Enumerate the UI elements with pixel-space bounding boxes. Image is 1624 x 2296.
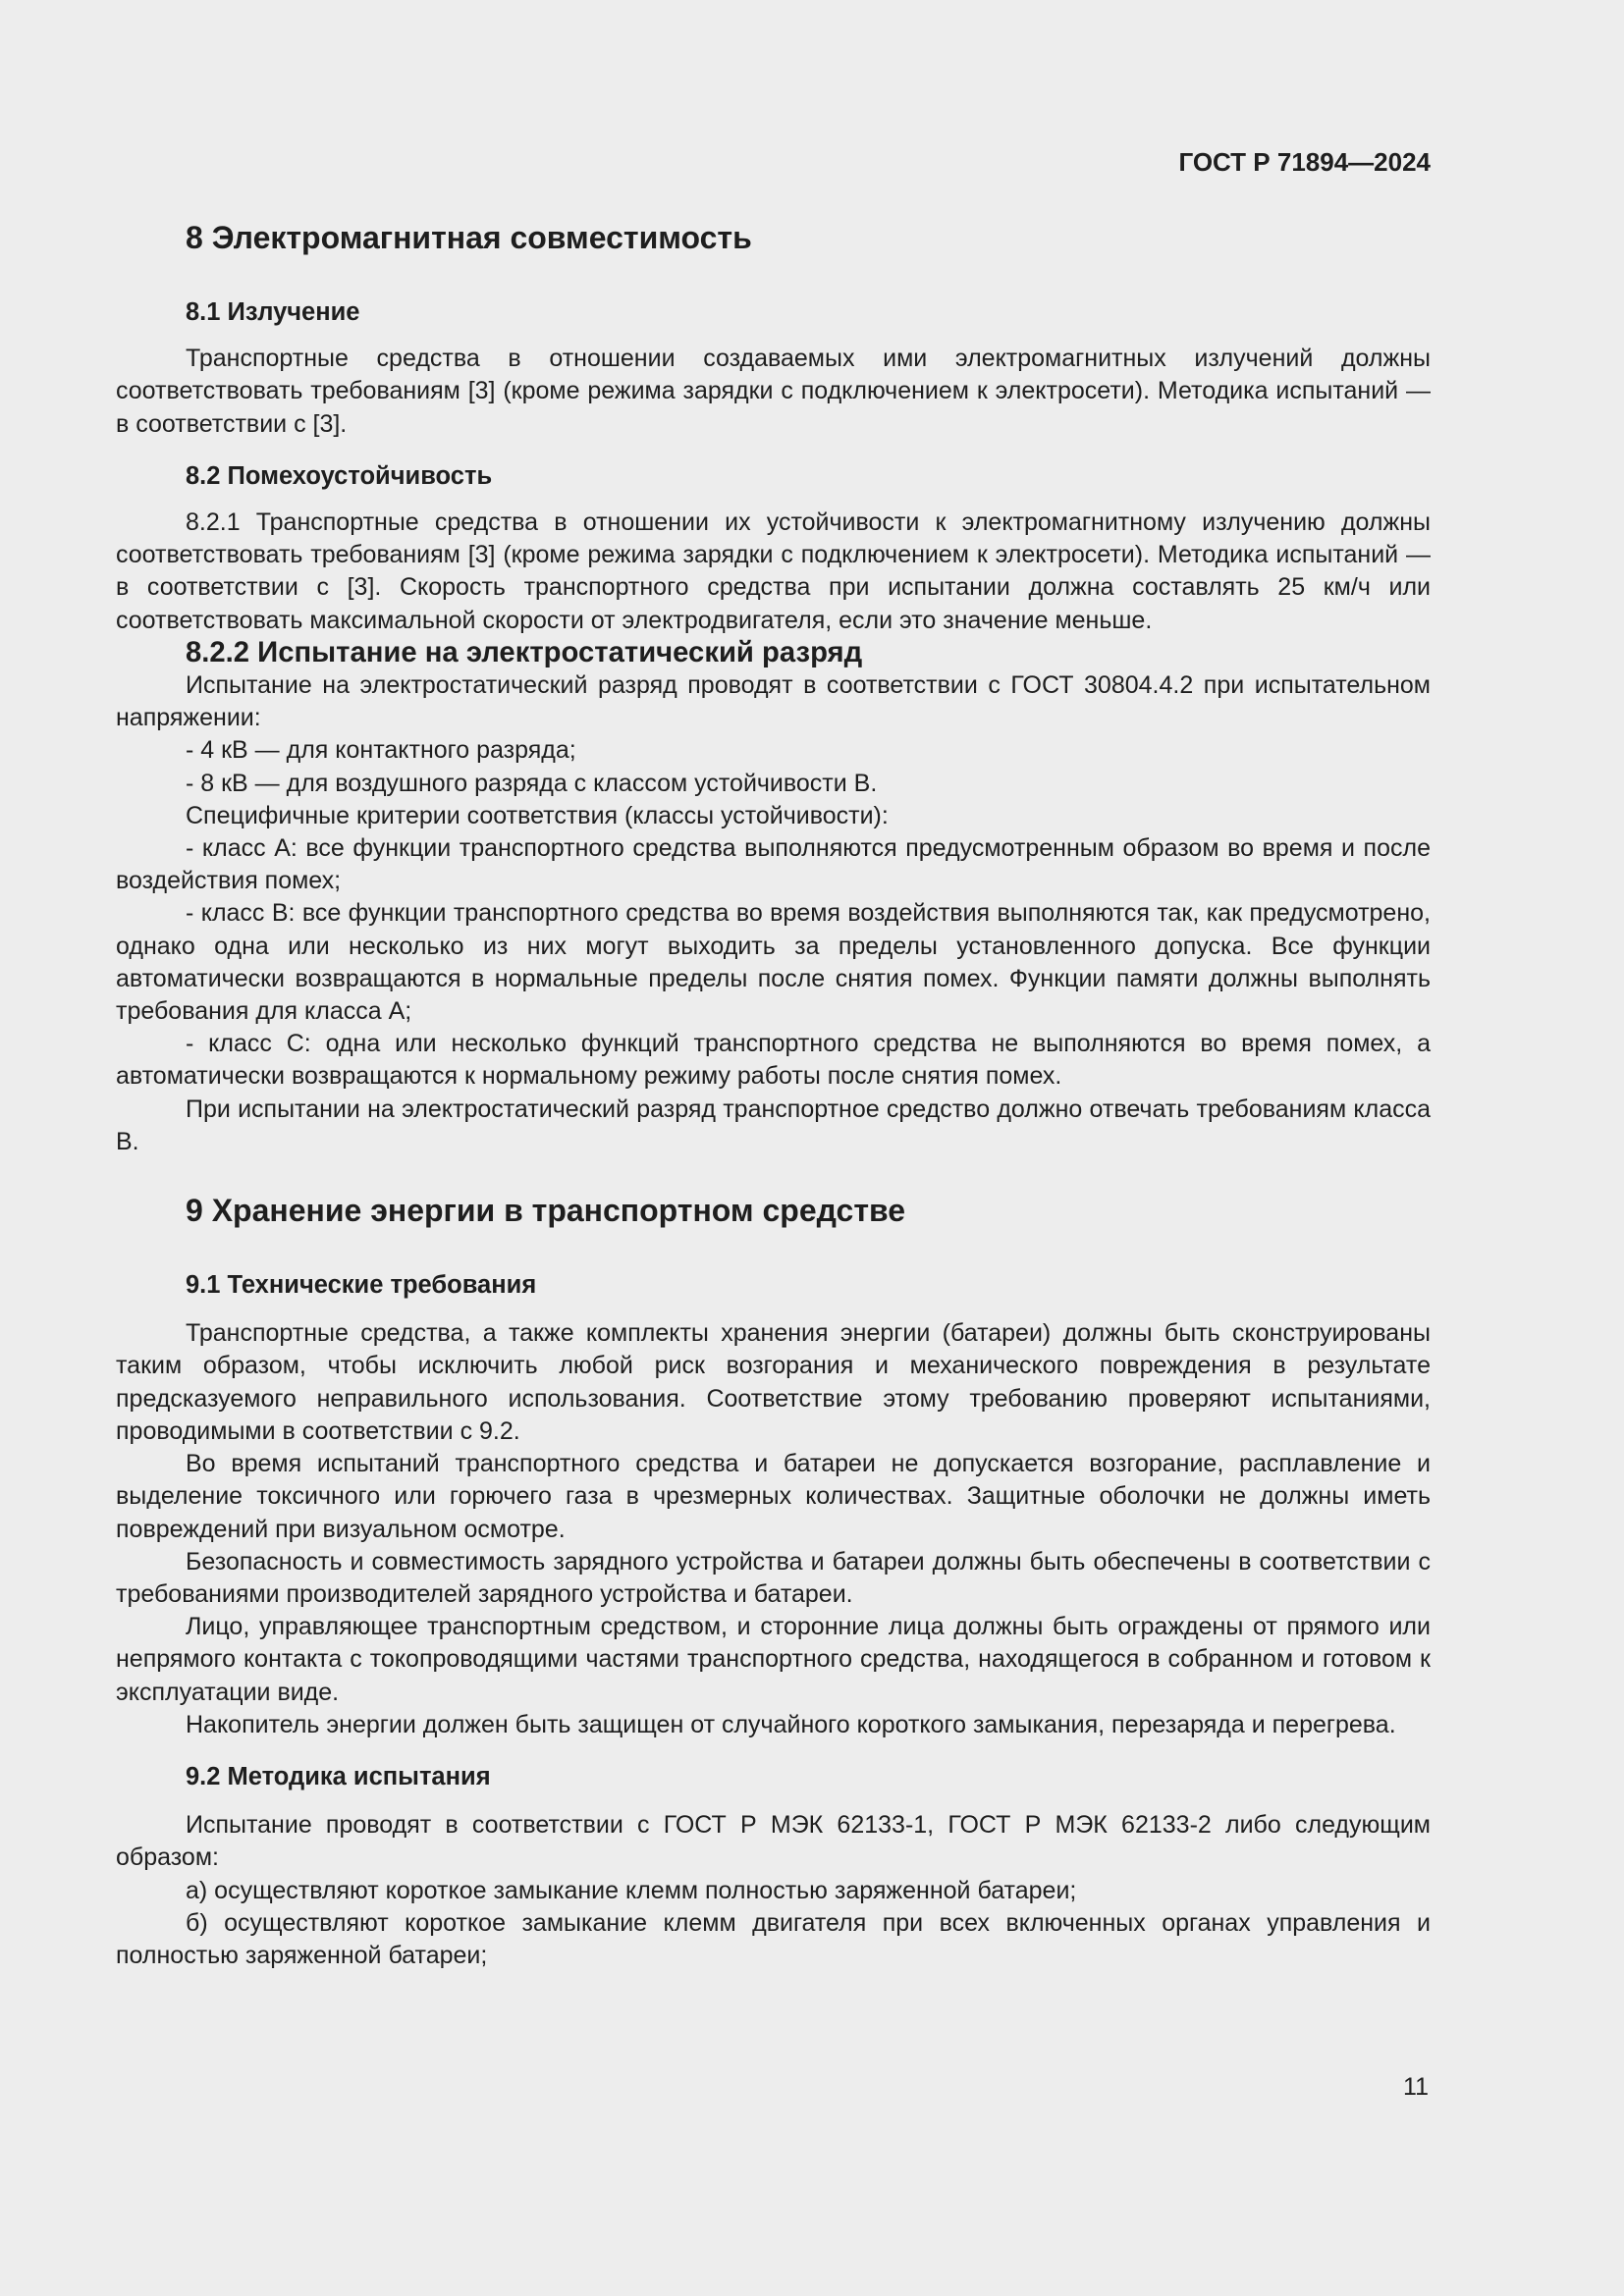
list-item: - 4 кВ — для контактного разряда; <box>186 736 576 765</box>
paragraph: 8.2.1 Транспортные средства в отношении их устойчивости к электромагнитному излучению должны соответствовать требованиям [3] (кроме режима зарядки с подключением к электросети). Методика испытаний — в соответствии с [3]. Скорость транспортного средства при испытании должна составлять 25 км/ч или соответствовать максимальной скорости от электродвигателя, если это значение меньше. <box>116 508 1431 634</box>
list-item: - 8 кВ — для воздушного разряда с классом устойчивости В. <box>186 769 878 797</box>
paragraph: Испытание проводят в соответствии с ГОСТ Р МЭК 62133-1, ГОСТ Р МЭК 62133-2 либо следующим образом: <box>116 1811 1431 1872</box>
paragraph: Лицо, управляющее транспортным средством, и сторонние лица должны быть ограждены от прямого или непрямого контакта с токопроводящими частями транспортного средства, находящегося в собранном и готовом к эксплуатации виде. <box>116 1613 1431 1706</box>
paragraph: Накопитель энергии должен быть защищен от случайного короткого замыкания, перезаряда и перегрева. <box>186 1710 1396 1738</box>
section-8-1-title: 8.1 Излучение <box>186 298 360 326</box>
paragraph: Во время испытаний транспортного средства и батареи не допускается возгорание, расплавление и выделение токсичного или горючего газа в чрезмерных количествах. Защитные оболочки не должны иметь повреждений при визуальном осмотре. <box>116 1450 1431 1543</box>
document-body <box>116 218 1431 1972</box>
list-item: - класс А: все функции транспортного средства выполняются предусмотренным образом во время и после воздействия помех; <box>116 834 1431 895</box>
page-number: 11 <box>1403 2073 1429 2101</box>
paragraph: Безопасность и совместимость зарядного устройства и батареи должны быть обеспечены в соответствии с требованиями производителей зарядного устройства и батареи. <box>116 1547 1431 1608</box>
section-9-2-title: 9.2 Методика испытания <box>186 1762 491 1790</box>
section-9-title: 9 Хранение энергии в транспортном средстве <box>186 1193 906 1229</box>
paragraph: Транспортные средства в отношении создаваемых ими электромагнитных излучений должны соответствовать требованиям [3] (кроме режима зарядки с подключением к электросети). Методика испытаний — в соответствии с [3]. <box>116 345 1431 438</box>
paragraph: Специфичные критерии соответствия (классы устойчивости): <box>186 801 889 829</box>
document-code: ГОСТ Р 71894—2024 <box>1178 147 1431 177</box>
list-item: а) осуществляют короткое замыкание клемм полностью заряженной батареи; <box>186 1876 1077 1904</box>
list-item: б) осуществляют короткое замыкание клемм двигателя при всех включенных органах управления и полностью заряженной батареи; <box>116 1908 1431 1969</box>
section-8-2-2-title: 8.2.2 Испытание на электростатический разряд <box>186 636 863 668</box>
paragraph: При испытании на электростатический разряд транспортное средство должно отвечать требованиям класса В. <box>116 1095 1431 1155</box>
section-8-title: 8 Электромагнитная совместимость <box>186 220 752 255</box>
list-item: - класс В: все функции транспортного средства во время воздействия выполняются так, как предусмотрено, однако одна или несколько из них могут выходить за пределы установленного допуска. Все функции автоматически возвращаются в нормальные пределы после снятия помех. Функции памяти должны выполнять требования для класса А; <box>116 899 1431 1026</box>
paragraph: Транспортные средства, а также комплекты хранения энергии (батареи) должны быть сконструированы таким образом, чтобы исключить любой риск возгорания и механического повреждения в результате предсказуемого неправильного использования. Соответствие этому требованию проверяют испытаниями, проводимыми в соответствии с 9.2. <box>116 1319 1431 1445</box>
section-9-1-title: 9.1 Технические требования <box>186 1271 537 1300</box>
list-item: - класс С: одна или несколько функций транспортного средства не выполняются во время помех, а автоматически возвращаются к нормальному режиму работы после снятия помех. <box>116 1030 1431 1091</box>
section-8-2-title: 8.2 Помехоустойчивость <box>186 461 493 490</box>
paragraph: Испытание на электростатический разряд проводят в соответствии с ГОСТ 30804.4.2 при испытательном напряжении: <box>116 671 1431 732</box>
